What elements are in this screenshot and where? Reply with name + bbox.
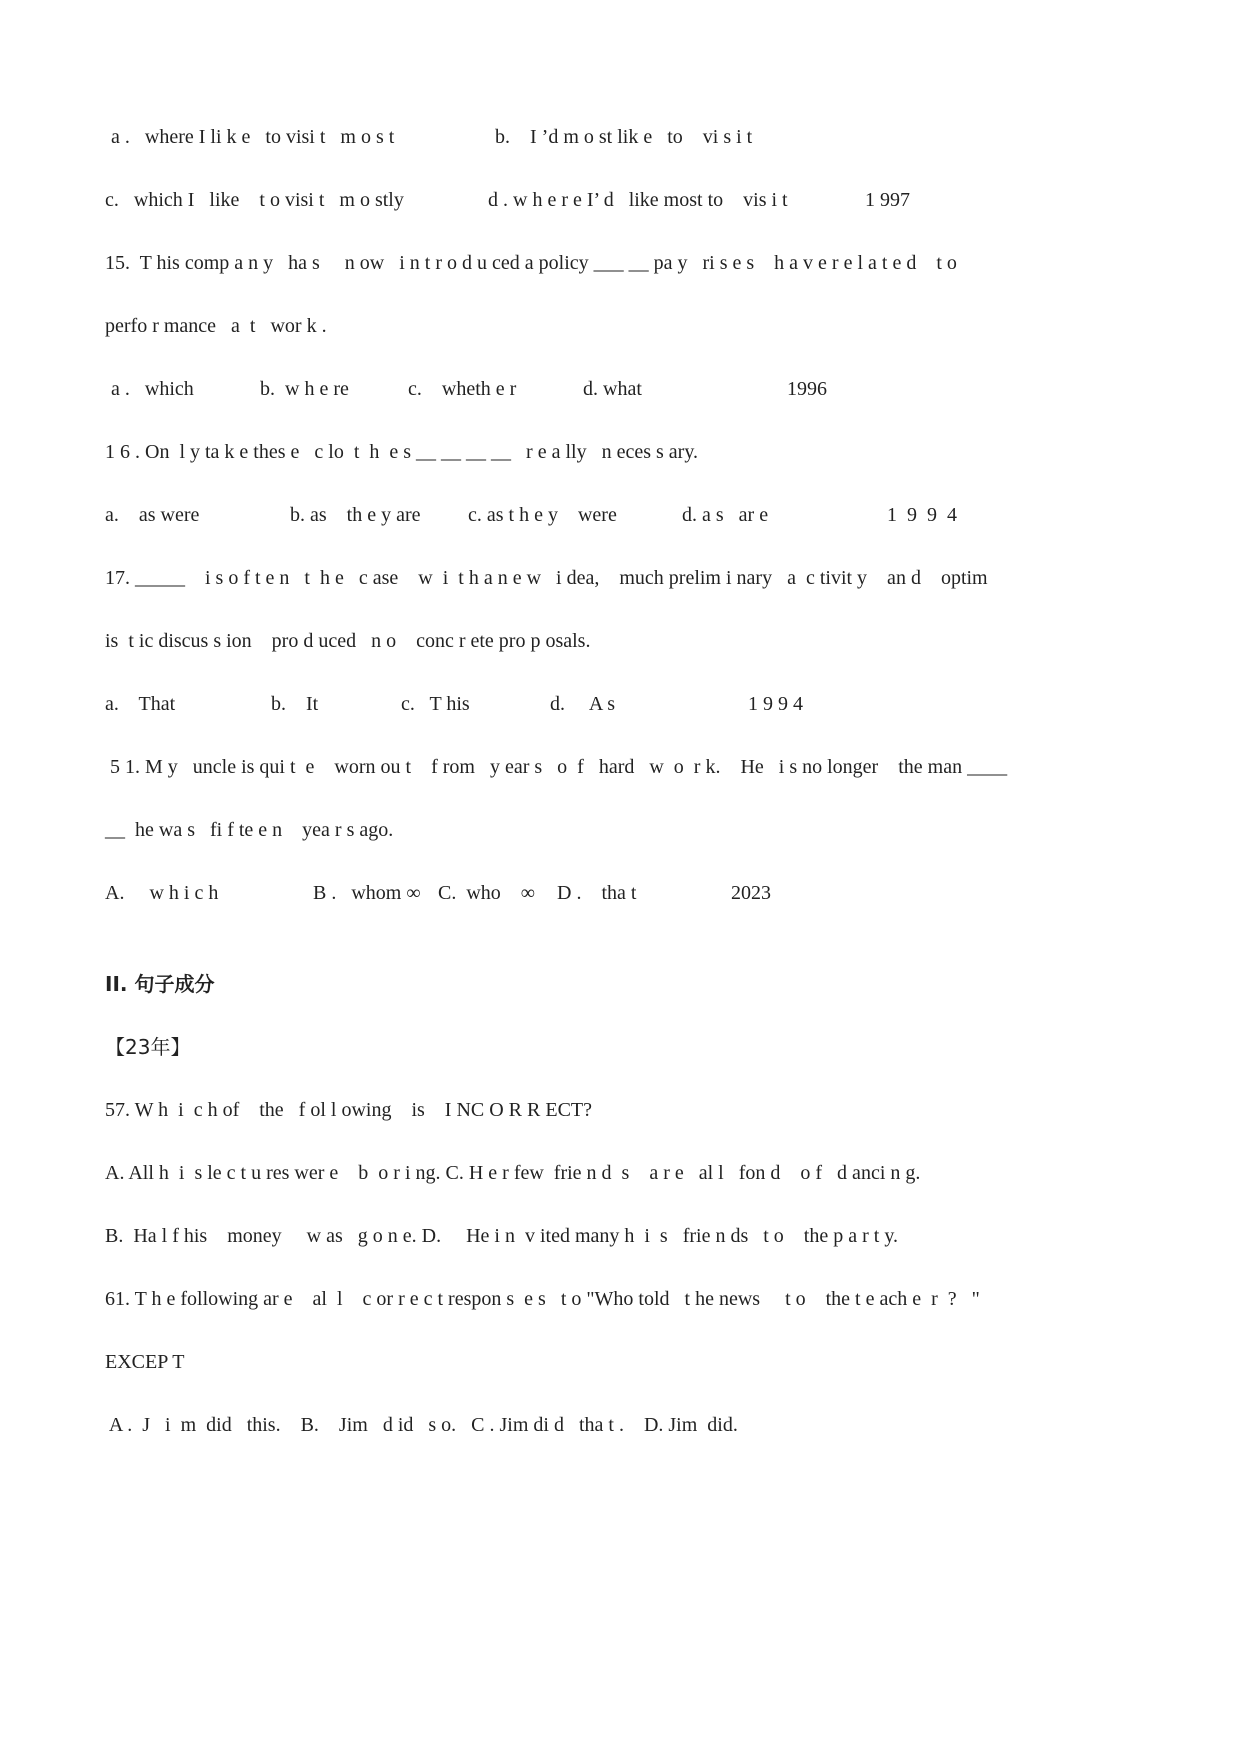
q57-options-a-c: A. All h i s le c t u res wer e b o r i ng. C. H e r few frie n d s a r e al l fon d o f d anci n g.	[105, 1162, 921, 1184]
q61-options: A . J i m did this. B. Jim d id s o. C . Jim di d tha t . D. Jim did.	[105, 1414, 738, 1436]
q51-stem: 5 1. M y uncle is qui t e worn ou t f rom y ear s o f hard w o r k. He i s no longer the man ____	[105, 756, 1008, 778]
q16-stem: 1 6 . On l y ta k e thes e c lo t h e s __ __ __ __ r e a lly n eces s ary.	[105, 441, 699, 463]
q51-stem-continued: __ he wa s fi f te e n yea r s ago.	[105, 819, 394, 841]
q57-stem: 57. W h i c h of the f ol l owing is I NC O R R ECT?	[105, 1099, 593, 1121]
q51-year: 2023	[731, 882, 771, 904]
q17-year: 1 9 9 4	[748, 693, 803, 715]
q17-option-b: b. It	[271, 693, 319, 715]
q51-option-b: B . whom ∞	[313, 882, 421, 904]
q17-stem: 17. _____ i s o f t e n t h e c ase w i t h a n e w i dea, much prelim i nary a c tivit y an d optim	[105, 567, 988, 589]
q61-stem: 61. T h e following ar e al l c or r e c t respon s e s t o "Who told t he news t o the t e ach e r ? "	[105, 1288, 980, 1310]
q15-option-c: c. wheth e r	[408, 378, 517, 400]
section-year-tag: 【23年】	[105, 1035, 191, 1059]
q17-option-a: a. That	[105, 693, 176, 715]
q17-option-d: d. A s	[550, 693, 616, 715]
q51-options-row	[0, 879, 1241, 907]
q14-option-d: d . w h e r e I’ d like most to vis i t	[488, 189, 788, 211]
q14-options-row-1	[0, 123, 1241, 151]
q17-stem-continued: is t ic discus s ion pro d uced n o conc r ete pro p osals.	[105, 630, 591, 652]
q15-options-row	[0, 375, 1241, 403]
q16-option-c: c. as t h e y were	[468, 504, 617, 526]
q14-option-a: a . where I li k e to visi t m o s t	[111, 126, 395, 148]
q14-option-c: c. which I like t o visi t m o stly	[105, 189, 404, 211]
q15-option-b: b. w h e re	[260, 378, 349, 400]
q15-option-a: a . which	[111, 378, 194, 400]
q16-options-row	[0, 501, 1241, 529]
q51-option-a: A. w h i c h	[105, 882, 219, 904]
q17-option-c: c. T his	[401, 693, 470, 715]
q17-options-row	[0, 690, 1241, 718]
q14-option-b: b. I ’d m o st lik e to vi s i t	[495, 126, 753, 148]
q16-option-b: b. as th e y are	[290, 504, 421, 526]
q15-stem: 15. T his comp a n y ha s n ow i n t r o d u ced a policy ___ __ pa y ri s e s h a v e r e l a t e d t o	[105, 252, 957, 274]
q61-stem-continued: EXCEP T	[105, 1351, 185, 1373]
section-heading: II. 句子成分	[105, 972, 215, 996]
q16-option-a: a. as were	[105, 504, 200, 526]
q16-year: 1 9 9 4	[887, 504, 957, 526]
q15-option-d: d. what	[583, 378, 642, 400]
q14-year: 1 997	[865, 189, 910, 211]
q15-year: 1996	[787, 378, 827, 400]
q51-option-d: D . tha t	[557, 882, 637, 904]
q15-stem-continued: perfo r mance a t wor k .	[105, 315, 327, 337]
q16-option-d: d. a s ar e	[682, 504, 769, 526]
q14-options-row-2	[0, 186, 1241, 214]
q51-option-c: C. who ∞	[438, 882, 536, 904]
q57-options-b-d: B. Ha l f his money w as g o n e. D. He i n v ited many h i s frie n ds t o the p a r t y.	[105, 1225, 899, 1247]
